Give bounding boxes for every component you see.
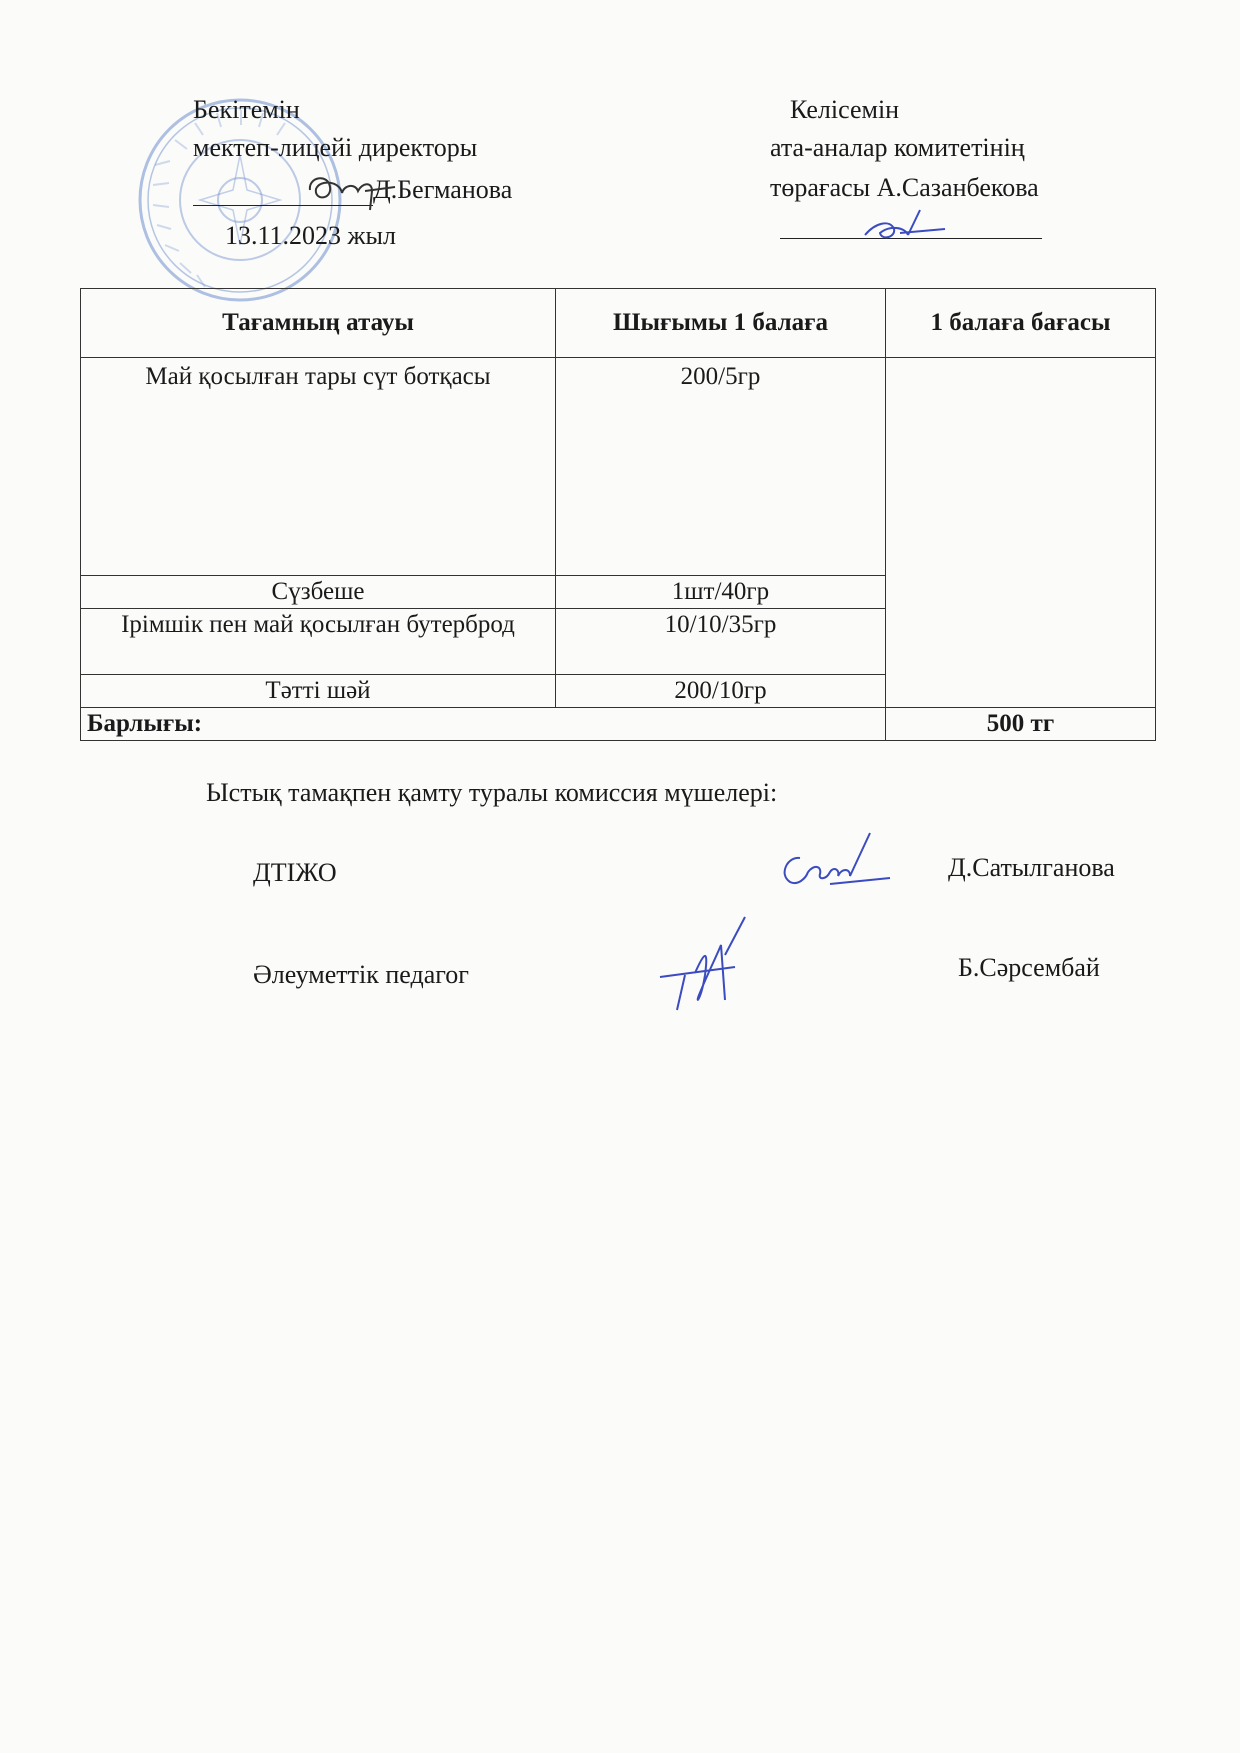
member-role: Әлеуметтік педагог <box>253 960 469 989</box>
director-signature <box>300 165 400 215</box>
approval-date: 13.11.2023 жыл <box>225 221 396 250</box>
member-signature <box>770 828 900 898</box>
member-name: Б.Сәрсембай <box>958 953 1100 982</box>
dish-name: Ірімшік пен май қосылған бутерброд <box>81 609 556 675</box>
header-portion: Шығымы 1 балаға <box>556 289 886 358</box>
agreement-chair: төрағасы А.Сазанбекова <box>770 173 1039 202</box>
dish-portion: 200/10гр <box>556 675 886 708</box>
header-price: 1 балаға бағасы <box>886 289 1156 358</box>
total-label: Барлығы: <box>81 708 886 741</box>
director-name: Д.Бегманова <box>373 175 513 204</box>
chair-signature <box>860 205 950 250</box>
table-header-row <box>81 289 1156 358</box>
agreement-committee: ата-аналар комитетінің <box>770 133 1025 162</box>
dish-name: Май қосылған тары сүт ботқасы <box>81 358 556 576</box>
table-row <box>81 358 1156 576</box>
member-name: Д.Сатылганова <box>948 853 1115 882</box>
dish-name: Тәтті шәй <box>81 675 556 708</box>
commission-title: Ыстық тамақпен қамту туралы комиссия мүшелері: <box>206 778 778 807</box>
approval-heading: Бекітемін <box>193 95 300 124</box>
member-role: ДТІЖО <box>253 858 337 887</box>
price-cell-empty <box>886 358 1156 708</box>
agreement-heading: Келісемін <box>790 95 900 124</box>
total-row <box>81 708 1156 741</box>
dish-portion: 200/5гр <box>556 358 886 576</box>
menu-table <box>80 288 1156 741</box>
dish-portion: 1шт/40гр <box>556 576 886 609</box>
member-signature <box>655 915 765 1015</box>
dish-name: Сүзбеше <box>81 576 556 609</box>
dish-portion: 10/10/35гр <box>556 609 886 675</box>
total-value: 500 тг <box>886 708 1156 741</box>
header-dish-name: Тағамның атауы <box>81 289 556 358</box>
approval-position: мектеп-лицейі директоры <box>193 133 478 162</box>
